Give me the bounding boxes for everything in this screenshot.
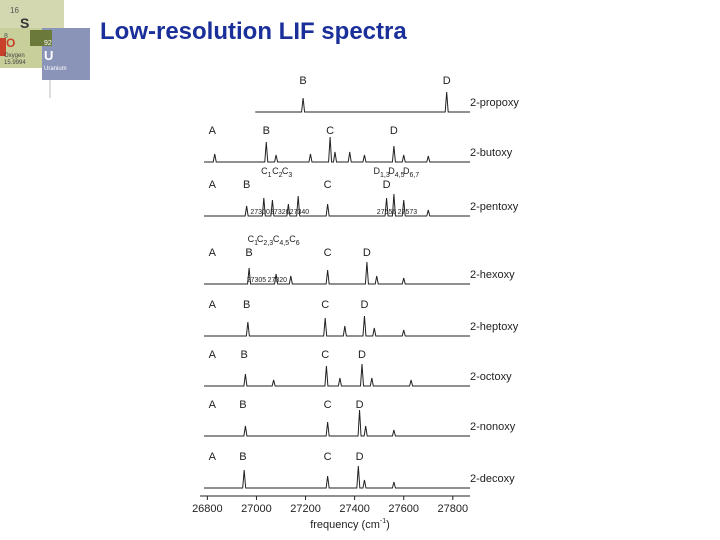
subband-letter: C — [272, 166, 279, 176]
spectrum-2-octoxy — [204, 349, 512, 386]
subband-index: 4,5 — [394, 172, 405, 179]
inset-tick-label: 27573 — [397, 209, 418, 216]
spectrum-2-propoxy — [255, 75, 519, 112]
band-label-A: A — [208, 399, 216, 411]
band-label-D: D — [442, 75, 451, 87]
spectra-traces — [204, 75, 519, 488]
series-label-2-hexoxy: 2-hexoxy — [470, 269, 515, 281]
subband-index: 3 — [288, 172, 293, 179]
subband-index: 6,7 — [409, 172, 420, 179]
x-tick-label: 27000 — [241, 503, 272, 515]
band-label-B: B — [239, 399, 247, 411]
spectrum-trace-2-nonoxy — [204, 410, 470, 436]
inset-tick-label: 27320 — [267, 277, 288, 284]
band-label-A: A — [208, 247, 216, 259]
series-label-2-butoxy: 2-butoxy — [470, 147, 513, 159]
subband-letter: D — [402, 166, 410, 176]
band-label-D: D — [355, 399, 364, 411]
subband-letter: C — [261, 166, 268, 176]
band-label-C: C — [326, 125, 335, 137]
subband-letter: C — [256, 234, 264, 244]
spectrum-trace-2-heptoxy — [204, 316, 470, 336]
inset-tick-label: 27556 — [376, 209, 397, 216]
band-label-A: A — [208, 299, 216, 311]
spectrum-2-butoxy — [204, 125, 513, 162]
logo-number-16: 16 — [10, 6, 19, 15]
series-label-2-heptoxy: 2-heptoxy — [470, 321, 519, 333]
subband-label — [261, 166, 272, 179]
band-label-C: C — [323, 399, 332, 411]
spectrum-2-nonoxy — [204, 399, 516, 436]
subband-letter: C — [247, 234, 255, 244]
x-tick-label: 27600 — [388, 503, 420, 515]
subband-label — [403, 166, 419, 179]
logo-name-uranium: Uranium — [44, 66, 67, 72]
band-label-C: C — [323, 451, 332, 463]
spectrum-trace-2-hexoxy — [204, 262, 470, 284]
band-label-D: D — [389, 125, 398, 137]
series-label-2-decoxy: 2-decoxy — [470, 473, 515, 485]
logo-mass-oxygen: 15.9994 — [4, 60, 26, 66]
inset-tick-label: 27300 — [250, 209, 270, 216]
subband-label — [273, 234, 289, 247]
inset-tick-label: 27305 — [246, 277, 267, 284]
subband-index: 1,3 — [380, 172, 390, 179]
spectrum-trace-2-decoxy — [204, 466, 470, 488]
band-label-B: B — [242, 299, 251, 311]
band-label-C: C — [323, 179, 332, 191]
x-axis-label-main: frequency (cm — [310, 519, 380, 531]
band-label-B: B — [240, 349, 248, 361]
subband-letter: C — [281, 166, 289, 176]
inset-tick-label: 27320 — [270, 209, 290, 216]
subband-label — [289, 234, 300, 247]
subband-letter: D — [388, 166, 395, 176]
subband-letter: C — [289, 234, 296, 244]
band-label-B: B — [242, 179, 251, 191]
x-tick-label: 27200 — [290, 503, 321, 515]
spectrum-2-heptoxy — [204, 299, 519, 336]
subband-index: 6 — [295, 240, 300, 247]
inset-tick-label: 27340 — [289, 209, 310, 216]
band-label-C: C — [321, 299, 330, 311]
spectrum-trace-2-propoxy — [255, 92, 470, 112]
x-axis-label-close: ) — [386, 519, 390, 531]
spectrum-trace-2-butoxy — [204, 137, 470, 162]
logo-symbol-o: O — [6, 36, 16, 50]
subband-letter: C — [272, 234, 280, 244]
band-label-A: A — [208, 349, 216, 361]
slide-title: Low-resolution LIF spectra — [100, 18, 407, 45]
subband-index: 1 — [267, 172, 272, 179]
logo-number-92: 92 — [44, 40, 52, 47]
band-label-B: B — [239, 451, 247, 463]
band-label-A: A — [208, 451, 216, 463]
logo-name-oxygen: Oxygen — [4, 53, 25, 59]
subband-index: 2 — [278, 172, 283, 179]
band-label-D: D — [355, 451, 364, 463]
series-label-2-propoxy: 2-propoxy — [470, 97, 519, 109]
band-label-B: B — [299, 75, 307, 87]
band-label-C: C — [321, 349, 330, 361]
subband-index: 1 — [254, 240, 258, 247]
logo-number-8: 8 — [4, 33, 8, 40]
x-axis-label-superscript: -1 — [379, 518, 387, 525]
x-tick-label: 27400 — [339, 503, 370, 515]
band-label-D: D — [360, 299, 369, 311]
subband-label — [282, 166, 293, 179]
band-label-B: B — [245, 247, 253, 259]
logo-symbol-s: S — [20, 15, 30, 31]
band-label-B: B — [262, 125, 270, 137]
band-label-C: C — [323, 247, 332, 259]
spectrum-trace-2-octoxy — [204, 364, 470, 386]
x-tick-label: 26800 — [192, 503, 223, 515]
band-label-D: D — [382, 179, 391, 191]
series-label-2-pentoxy: 2-pentoxy — [470, 201, 519, 213]
frequency-axis — [192, 496, 470, 515]
band-label-A: A — [208, 179, 216, 191]
series-label-2-nonoxy: 2-nonoxy — [470, 421, 516, 433]
subband-label — [257, 234, 273, 247]
x-tick-label: 27800 — [437, 503, 469, 515]
subband-letter: D — [373, 166, 381, 176]
subband-index: 4,5 — [279, 240, 290, 247]
band-label-D: D — [358, 349, 366, 361]
band-label-A: A — [208, 125, 216, 137]
x-axis-label — [310, 518, 390, 531]
spectrum-trace-2-pentoxy — [204, 194, 470, 216]
logo-symbol-u: U — [44, 48, 54, 63]
spectrum-2-decoxy — [204, 451, 515, 488]
subband-index: 2,3 — [263, 240, 274, 247]
band-label-D: D — [362, 247, 371, 259]
series-label-2-octoxy: 2-octoxy — [470, 371, 512, 383]
